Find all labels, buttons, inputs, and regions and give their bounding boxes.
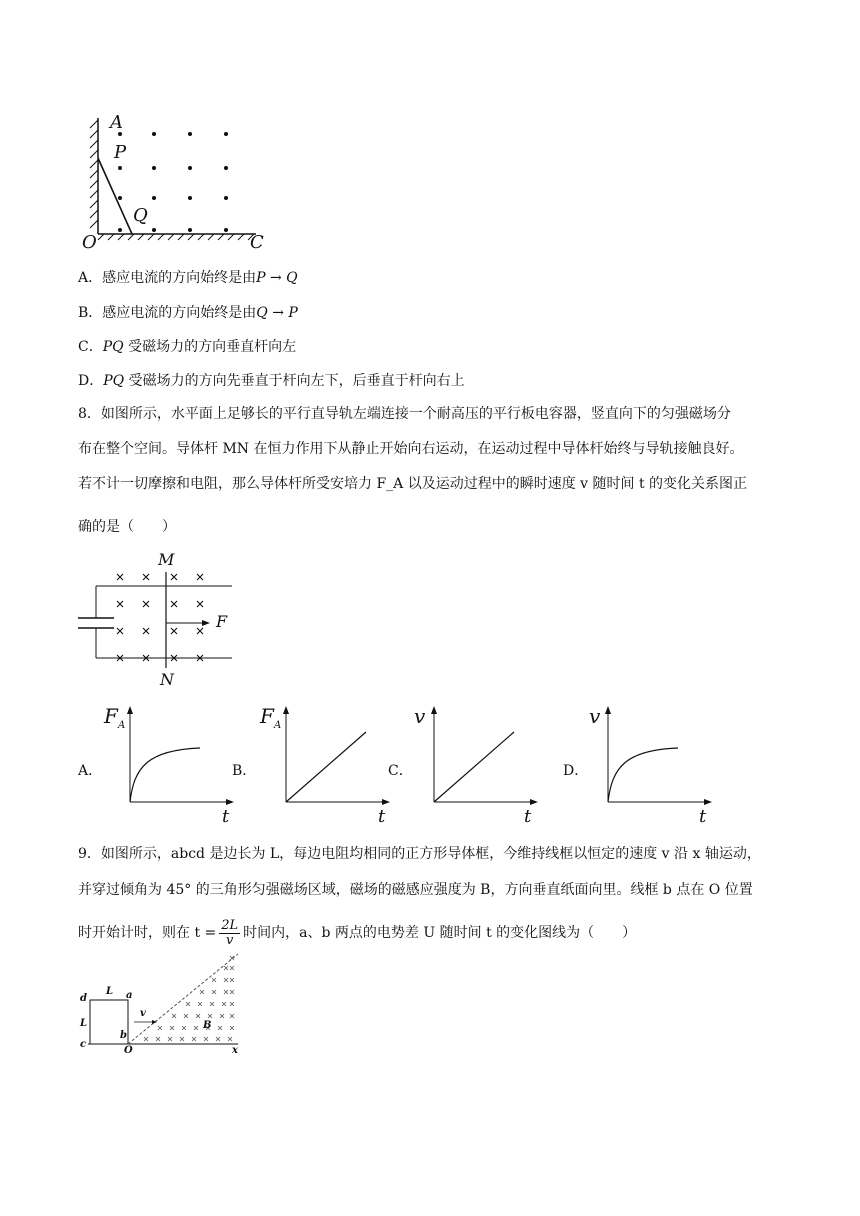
q9-label-v: v (140, 1008, 146, 1019)
q8-option-c-letter: C． (388, 763, 413, 779)
q8-line-4: 确的是（ ） (78, 519, 176, 535)
q9-line-3-pre: 时开始计时，则在 t = (78, 925, 217, 941)
q8-graph-b-xlabel: t (378, 806, 386, 827)
q9-line-3-post: 时间内，a、b 两点的电势差 U 随时间 t 的变化图线为（ ） (243, 925, 637, 941)
q9-fraction-den: v (226, 932, 234, 948)
q9-label-d: d (80, 993, 87, 1004)
q9-fraction-num: 2L (221, 917, 239, 933)
q8-graph-a-xlabel: t (222, 806, 230, 827)
q8-graph-b-ylabel: F (260, 704, 274, 728)
q7-option-b (78, 303, 298, 323)
label-O: O (82, 232, 97, 253)
q8-line-3: 若不计一切摩擦和电阻，那么导体杆所受安培力 F_A 以及运动过程中的瞬时速度 v 随时间 t 的变化关系图正 (78, 476, 748, 492)
option-text: 感应电流的方向始终是由 (102, 305, 257, 321)
option-letter: D． (78, 373, 104, 389)
option-math: Q → P (256, 305, 298, 321)
q9-fraction (219, 919, 240, 948)
q9-label-l-left: L (80, 1018, 88, 1029)
q9-line-1: 9．如图所示，abcd 是边长为 L，每边电阻均相同的正方形导体框，今维持线框以恒定的速度 v 沿 x 轴运动， (78, 846, 761, 862)
label-A: A (110, 112, 123, 133)
option-letter: B． (78, 305, 103, 321)
q9-label-c: c (80, 1039, 87, 1050)
label-P: P (114, 142, 127, 163)
q9-label-x: x (232, 1045, 238, 1056)
label-C: C (250, 232, 264, 253)
q9-line-2: 并穿过倾角为 45° 的三角形匀强磁场区域，磁场的磁感应强度为 B，方向垂直纸面向里。线框 b 点在 O 位置 (78, 882, 753, 898)
q7-option-d (78, 371, 465, 391)
q8-graph-a-ylabel: F (104, 704, 118, 728)
option-math: P → Q (256, 270, 298, 286)
q9-label-b-field: B (203, 1020, 212, 1031)
label-Q: Q (133, 205, 148, 226)
q8-graph-d-xlabel: t (699, 806, 707, 827)
q9-label-a: a (126, 990, 133, 1001)
label-F: F (216, 612, 228, 631)
option-math: PQ (103, 373, 125, 389)
q8-graph-c-ylabel: v (414, 704, 426, 728)
q9-label-b: b (120, 1030, 127, 1041)
label-N: N (160, 670, 174, 689)
q8-option-a-letter: A． (78, 763, 103, 779)
label-M: M (158, 550, 175, 569)
option-text: 受磁场力的方向先垂直于杆向左下，后垂直于杆向右上 (124, 373, 465, 389)
q8-graph-d-ylabel: v (589, 704, 601, 728)
q7-option-a (78, 268, 298, 288)
q9-label-l-top: L (106, 986, 114, 997)
q8-graph-b-ysub: A (274, 720, 282, 731)
option-text: 感应电流的方向始终是由 (102, 270, 257, 286)
q9-label-o: O (124, 1045, 133, 1056)
q8-graph-c-xlabel: t (524, 806, 532, 827)
q7-figure (78, 112, 278, 252)
q8-graph-a-ysub: A (118, 720, 126, 731)
option-letter: A． (78, 270, 103, 286)
q7-option-c (78, 337, 296, 357)
q8-option-b-letter: B． (232, 763, 257, 779)
option-text: 受磁场力的方向垂直杆向左 (123, 339, 297, 355)
q8-line-1: 8．如图所示，水平面上足够长的平行直导轨左端连接一个耐高压的平行板电容器，竖直向下的匀强磁场分 (78, 406, 731, 422)
q9-line-3 (78, 916, 636, 950)
q9-figure (78, 950, 250, 1058)
q8-option-d-letter: D． (563, 763, 589, 779)
option-math: PQ (102, 339, 124, 355)
q8-line-2: 布在整个空间。导体杆 MN 在恒力作用下从静止开始向右运动，在运动过程中导体杆始终与导轨接触良好。 (78, 441, 744, 457)
option-letter: C． (78, 339, 103, 355)
